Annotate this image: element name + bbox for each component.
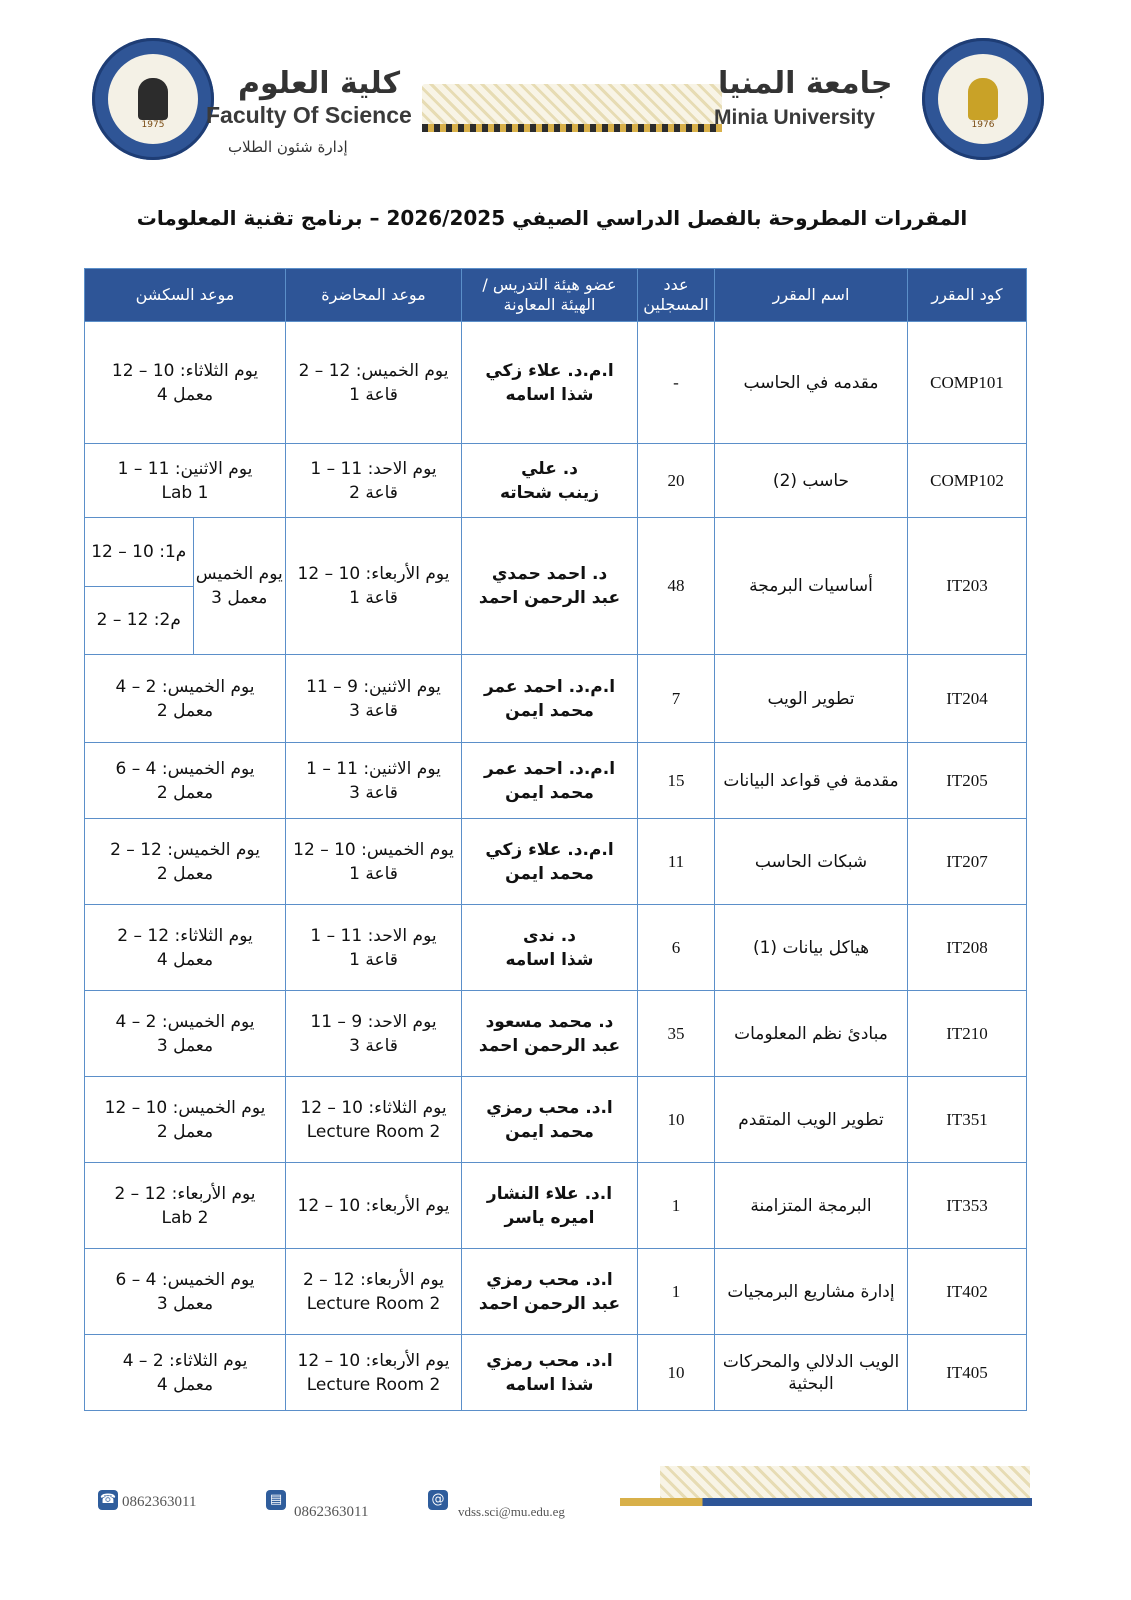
- enrolled-count: 10: [638, 1077, 715, 1163]
- header-section: موعد السكشن: [85, 269, 286, 322]
- table-row: [85, 322, 1027, 444]
- course-name: الويب الدلالي والمحركات البحثية: [715, 1335, 908, 1411]
- footer-fax: 0862363011: [294, 1504, 369, 1520]
- table-header-row: [85, 269, 1027, 322]
- table-row: [85, 1335, 1027, 1411]
- course-code: IT208: [908, 905, 1027, 991]
- course-name: تطوير الويب: [715, 655, 908, 743]
- department-name: إدارة شئون الطلاب: [228, 138, 348, 156]
- staff-cell: د. ندى شذا اسامه: [462, 905, 638, 991]
- lecture-cell: يوم الاثنين: 11 – 1 قاعة 3: [286, 743, 462, 819]
- enrolled-count: 20: [638, 444, 715, 518]
- section-cell: يوم الخميس: 2 – 4 معمل 3: [85, 991, 286, 1077]
- course-code: IT402: [908, 1249, 1027, 1335]
- table-row: [85, 819, 1027, 905]
- table-row: [85, 1077, 1027, 1163]
- document-title: المقررات المطروحة بالفصل الدراسي الصيفي 2026/2025 – برنامج تقنية المعلومات: [136, 206, 968, 230]
- faculty-name-ar: كلية العلوم: [238, 66, 401, 101]
- decorative-stripe: [422, 124, 722, 132]
- section-cell: يوم الاثنين: 11 – 1 Lab 1: [85, 444, 286, 518]
- staff-cell: ا.د. محب رمزي محمد ايمن: [462, 1077, 638, 1163]
- header-lecture: موعد المحاضرة: [286, 269, 462, 322]
- enrolled-count: -: [638, 322, 715, 444]
- course-name: مبادئ نظم المعلومات: [715, 991, 908, 1077]
- enrolled-count: 10: [638, 1335, 715, 1411]
- faculty-seal-logo: [92, 38, 214, 160]
- section-cell: يوم الخميس: 4 – 6 معمل 3: [85, 1249, 286, 1335]
- fax-icon: ▤: [266, 1490, 286, 1510]
- enrolled-count: 11: [638, 819, 715, 905]
- enrolled-count: 1: [638, 1249, 715, 1335]
- course-name: أساسيات البرمجة: [715, 518, 908, 655]
- section-cell: يوم الأربعاء: 12 – 2 Lab 2: [85, 1163, 286, 1249]
- section-cell: يوم الثلاثاء: 10 – 12 معمل 4: [85, 322, 286, 444]
- lecture-cell: يوم الاحد: 9 – 11 قاعة 3: [286, 991, 462, 1077]
- decorative-band: [422, 84, 722, 128]
- course-name: تطوير الويب المتقدم: [715, 1077, 908, 1163]
- lecture-cell: يوم الخميس: 10 – 12 قاعة 1: [286, 819, 462, 905]
- lecture-cell: يوم الأربعاء: 10 – 12 Lecture Room 2: [286, 1335, 462, 1411]
- course-code: IT353: [908, 1163, 1027, 1249]
- lecture-cell: يوم الاحد: 11 – 1 قاعة 2: [286, 444, 462, 518]
- table-row: [85, 905, 1027, 991]
- section-cell: يوم الخميس: 10 – 12 معمل 2: [85, 1077, 286, 1163]
- table-row: [85, 991, 1027, 1077]
- staff-cell: د. محمد مسعود عبد الرحمن احمد: [462, 991, 638, 1077]
- staff-cell: ا.م.د. علاء زكي محمد ايمن: [462, 819, 638, 905]
- course-code: IT351: [908, 1077, 1027, 1163]
- course-code: IT205: [908, 743, 1027, 819]
- seal-year-left: 1975: [141, 120, 165, 130]
- staff-cell: ا.م.د. احمد عمر محمد ايمن: [462, 743, 638, 819]
- staff-cell: د. علي زينب شحاته: [462, 444, 638, 518]
- course-name: مقدمه في الحاسب: [715, 322, 908, 444]
- table-row: [85, 1163, 1027, 1249]
- staff-cell: ا.م.د. احمد عمر محمد ايمن: [462, 655, 638, 743]
- table-row: [85, 743, 1027, 819]
- table-row: [85, 655, 1027, 743]
- enrolled-count: 6: [638, 905, 715, 991]
- footer-phone: 0862363011: [122, 1494, 197, 1510]
- university-name-en: Minia University: [714, 106, 876, 129]
- enrolled-count: 15: [638, 743, 715, 819]
- lecture-cell: يوم الاحد: 11 – 1 قاعة 1: [286, 905, 462, 991]
- seal-year-right: 1976: [971, 120, 995, 130]
- course-code: IT203: [908, 518, 1027, 655]
- lecture-cell: يوم الأربعاء: 10 – 12 قاعة 1: [286, 518, 462, 655]
- section-day-cell: يوم الخميس معمل 3: [193, 518, 285, 654]
- enrolled-count: 7: [638, 655, 715, 743]
- page-header: [82, 26, 1052, 194]
- header-enrolled: عدد المسجلين: [638, 269, 715, 322]
- footer-stripe: [620, 1498, 1032, 1506]
- header-staff: عضو هيئة التدريس / الهيئة المعاونة: [462, 269, 638, 322]
- footer-email: vdss.sci@mu.edu.eg: [458, 1504, 565, 1519]
- course-code: IT207: [908, 819, 1027, 905]
- section-cell: يوم الثلاثاء: 2 – 4 معمل 4: [85, 1335, 286, 1411]
- course-name: إدارة مشاريع البرمجيات: [715, 1249, 908, 1335]
- university-name-ar: جامعة المنيا: [718, 66, 893, 101]
- lecture-cell: يوم الثلاثاء: 10 – 12 Lecture Room 2: [286, 1077, 462, 1163]
- header-name: اسم المقرر: [715, 269, 908, 322]
- lecture-cell: يوم الخميس: 12 – 2 قاعة 1: [286, 322, 462, 444]
- course-name: مقدمة في قواعد البيانات: [715, 743, 908, 819]
- faculty-name-en: Faculty Of Science: [206, 102, 412, 128]
- staff-cell: ا.م.د. علاء زكي شذا اسامه: [462, 322, 638, 444]
- enrolled-count: 35: [638, 991, 715, 1077]
- course-name: حاسب (2): [715, 444, 908, 518]
- lecture-cell: يوم الاثنين: 9 – 11 قاعة 3: [286, 655, 462, 743]
- section-group-1: م1: 10 – 12: [85, 518, 193, 586]
- phone-icon: ☎: [98, 1490, 118, 1510]
- section-cell: يوم الثلاثاء: 12 – 2 معمل 4: [85, 905, 286, 991]
- lecture-cell: يوم الأربعاء: 10 – 12: [286, 1163, 462, 1249]
- section-cell: يوم الخميس: 2 – 4 معمل 2: [85, 655, 286, 743]
- enrolled-count: 48: [638, 518, 715, 655]
- header-code: كود المقرر: [908, 269, 1027, 322]
- table-row: [85, 1249, 1027, 1335]
- course-name: البرمجة المتزامنة: [715, 1163, 908, 1249]
- section-cell: يوم الخميس: 12 – 2 معمل 2: [85, 819, 286, 905]
- staff-cell: ا.د. محب رمزي عبد الرحمن احمد: [462, 1249, 638, 1335]
- course-code: IT210: [908, 991, 1027, 1077]
- section-cell: [85, 518, 286, 655]
- course-code: COMP102: [908, 444, 1027, 518]
- table-row: [85, 444, 1027, 518]
- course-code: IT204: [908, 655, 1027, 743]
- footer-decorative-band: [660, 1466, 1030, 1500]
- section-cell: يوم الخميس: 4 – 6 معمل 2: [85, 743, 286, 819]
- university-seal-logo: [922, 38, 1044, 160]
- staff-cell: ا.د. علاء النشار اميره ياسر: [462, 1163, 638, 1249]
- course-code: IT405: [908, 1335, 1027, 1411]
- course-name: شبكات الحاسب: [715, 819, 908, 905]
- course-name: هياكل بيانات (1): [715, 905, 908, 991]
- table-row: [85, 518, 1027, 655]
- email-icon: @: [428, 1490, 448, 1510]
- staff-cell: د. احمد حمدي عبد الرحمن احمد: [462, 518, 638, 655]
- staff-cell: ا.د. محب رمزي شذا اسامه: [462, 1335, 638, 1411]
- section-group-2: م2: 12 – 2: [96, 610, 181, 631]
- courses-table: [84, 268, 1027, 1411]
- lecture-cell: يوم الأربعاء: 12 – 2 Lecture Room 2: [286, 1249, 462, 1335]
- enrolled-count: 1: [638, 1163, 715, 1249]
- course-code: COMP101: [908, 322, 1027, 444]
